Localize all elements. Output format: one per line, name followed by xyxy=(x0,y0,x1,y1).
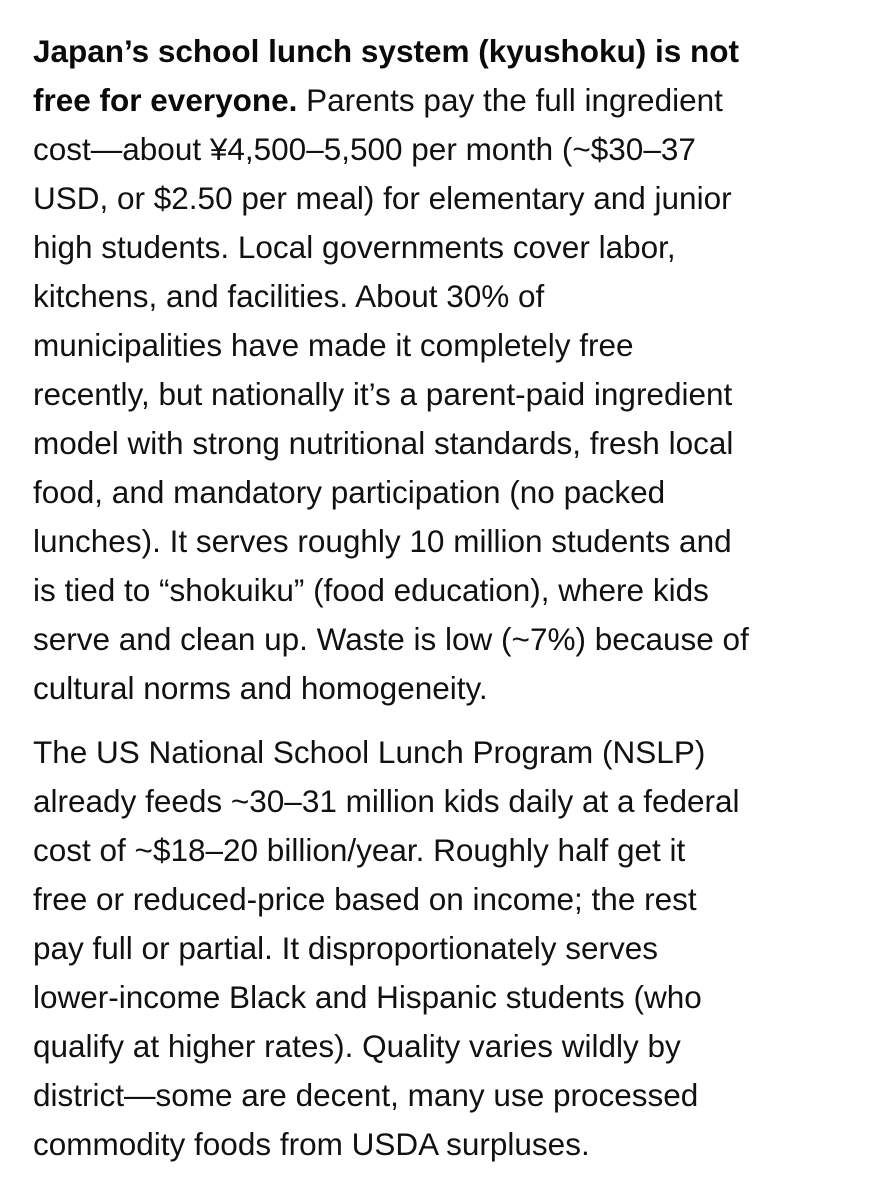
paragraph-japan-kyushoku xyxy=(33,27,844,713)
paragraph-us-nslp xyxy=(33,728,844,1169)
paragraph-body: The US National School Lunch Program (NSLP) already feeds ~30–31 million kids daily at a federal cost of ~$18–20 billion/year. Roughly half get it free or reduced-price based on income; the rest pay full or partial. It disproportionately serves lower-income Black and Hispanic students (who qualify at higher rates). Quality varies wildly by district—some are decent, many use processed commodity foods from USDA surpluses. xyxy=(33,734,740,1162)
paragraph-lead-bold: Japan’s school lunch system (kyushoku) is not free for everyone. xyxy=(33,33,739,118)
paragraph-body: Parents pay the full ingredient cost—about ¥4,500–5,500 per month (~$30–37 USD, or $2.50 per meal) for elementary and junior high students. Local governments cover labor, kitchens, and facilities. About 30% of municipalities have made it completely free recently, but nationally it’s a parent-paid ingredient model with strong nutritional standards, fresh local food, and mandatory participation (no packed lunches). It serves roughly 10 million students and is tied to “shokuiku” (food education), where kids serve and clean up. Waste is low (~7%) because of cultural norms and homogeneity. xyxy=(33,82,749,706)
